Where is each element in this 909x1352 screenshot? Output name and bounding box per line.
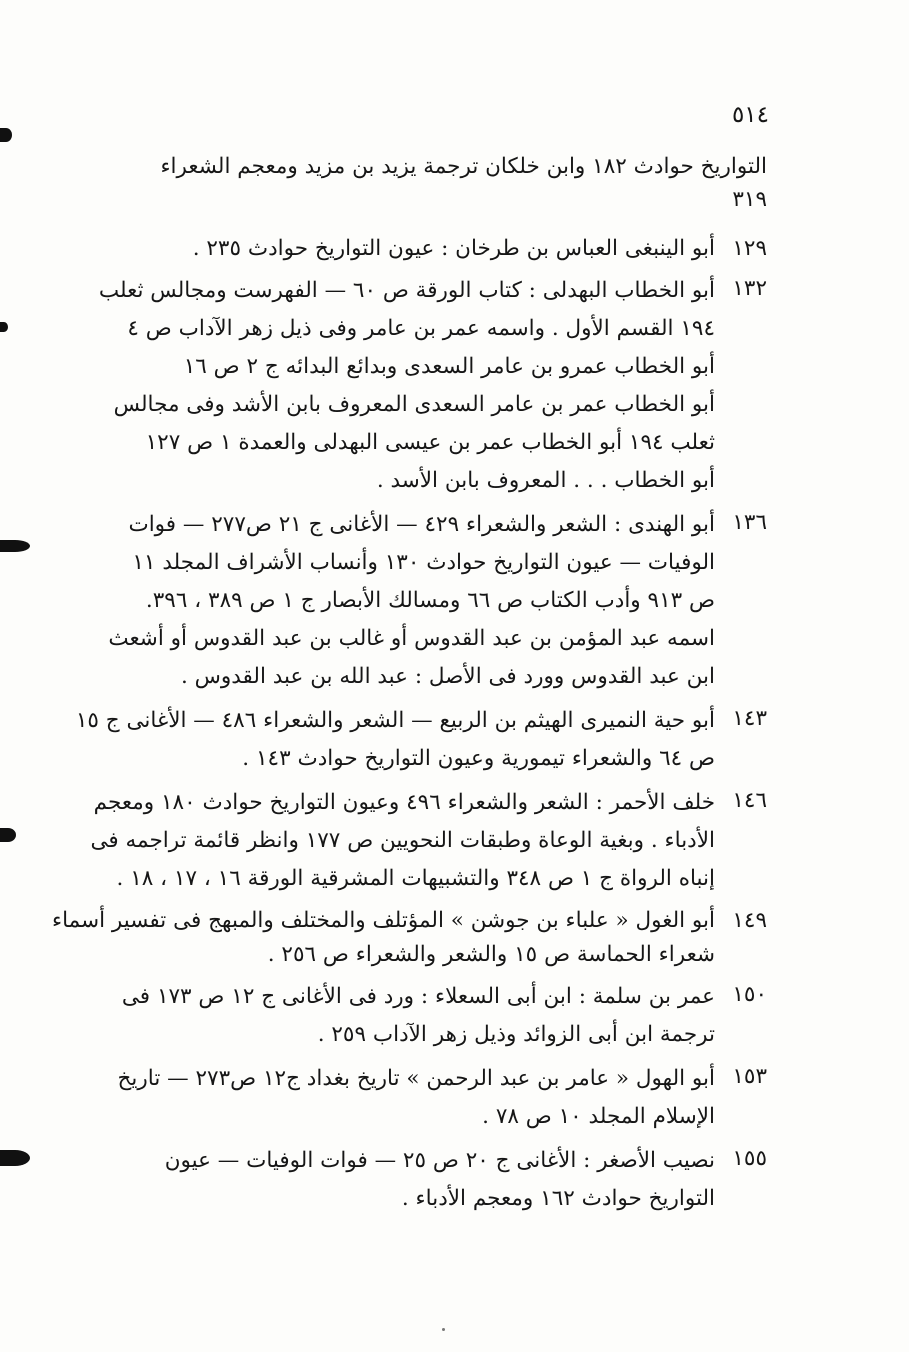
entry-line: أبو الخطاب عمر بن عامر السعدى المعروف بابن الأشد وفى مجالس: [113, 392, 715, 417]
entry-body: [77, 1142, 715, 1218]
binding-mark: [0, 828, 16, 842]
entry-number: ١٥٣: [732, 1064, 767, 1089]
entry-number: ١٣٦: [732, 510, 767, 535]
binding-mark: [0, 322, 8, 332]
entry-line: أبو الخطاب البهدلى : كتاب الورقة ص ٦٠ — الفهرست ومجالس ثعلب: [98, 278, 715, 303]
entry-line: شعراء الحماسة ص ١٥ والشعر والشعراء ص ٢٥٦ .: [267, 942, 715, 967]
entry-line: ص ٩١٣ وأدب الكتاب ص ٦٦ ومسالك الأبصار ج ١ ص ٣٨٩ ، ٣٩٦.: [145, 588, 715, 613]
entry-body: [52, 904, 715, 972]
entry-line: أبو الهول « عامر بن عبد الرحمن » تاريخ بغداد ج١٢ ص٢٧٣ — تاريخ: [117, 1066, 715, 1091]
entry-body: [77, 506, 715, 696]
entry-number: ١٤٣: [732, 706, 767, 731]
binding-mark: [0, 128, 12, 142]
entry: [77, 506, 767, 696]
entry: [77, 702, 767, 778]
entry: [77, 1060, 767, 1136]
entry-line: ص ٦٤ والشعراء تيمورية وعيون التواريخ حوادث ١٤٣ .: [242, 746, 715, 771]
entry-line: ثعلب ١٩٤ أبو الخطاب عمر بن عيسى البهدلى والعمدة ١ ص ١٢٧: [145, 430, 715, 455]
entry: [77, 784, 767, 898]
entry-body: [77, 978, 715, 1054]
entry-line: الأدباء . وبغية الوعاة وطبقات النحويين ص ١٧٧ وانظر قائمة تراجمه فى: [90, 828, 715, 853]
binding-mark: [0, 1150, 30, 1166]
entry-body: [77, 232, 715, 266]
binding-mark: [0, 540, 30, 552]
entry-line: أبو الخطاب عمرو بن عامر السعدى وبدائع البدائه ج ٢ ص ١٦: [183, 354, 715, 379]
entry-number: ١٥٠: [732, 982, 767, 1007]
entry-body: [77, 1060, 715, 1136]
entry: [77, 1142, 767, 1218]
entry-line: التواريخ حوادث ١٦٢ ومعجم الأدباء .: [401, 1186, 715, 1211]
entry-number: ١٤٦: [732, 788, 767, 813]
entry-number: ١٥٥: [732, 1146, 767, 1171]
entry-line: اسمه عبد المؤمن بن عبد القدوس أو غالب بن عبد القدوس أو أشعث: [108, 626, 715, 651]
entry-line: أبو الغول « علباء بن جوشن » المؤتلف والمختلف والمبهج فى تفسير أسماء: [51, 908, 715, 933]
entry-body: [77, 272, 715, 500]
entry-line: الإسلام المجلد ١٠ ص ٧٨ .: [482, 1104, 715, 1129]
entry-number: ١٣٢: [732, 276, 767, 301]
intro-line: التواريخ حوادث ١٨٢ وابن خلكان ترجمة يزيد بن مزيد ومعجم الشعراء: [160, 154, 767, 179]
entry: [77, 978, 767, 1054]
entry-number: ١٢٩: [732, 236, 767, 261]
entry: [77, 272, 767, 500]
entry-line: ترجمة ابن أبى الزوائد وذيل زهر الآداب ٢٥٩ .: [317, 1022, 715, 1047]
entry: [51, 904, 767, 972]
entry-line: ابن عبد القدوس وورد فى الأصل : عبد الله بن عبد القدوس .: [180, 664, 715, 689]
entry-line: أبو الينبغى العباس بن طرخان : عيون التواريخ حوادث ٢٣٥ .: [192, 236, 715, 261]
entry-line: أبو الخطاب . . . المعروف بابن الأسد .: [376, 468, 715, 493]
entry: [77, 232, 767, 266]
entry-line: عمر بن سلمة : ابن أبى السعلاء : ورد فى الأغانى ج ١٢ ص ١٧٣ فى: [121, 984, 715, 1009]
entry-line: أبو الهندى : الشعر والشعراء ٤٢٩ — الأغانى ج ٢١ ص٢٧٧ — فوات: [128, 512, 715, 537]
entry-number: ١٤٩: [732, 908, 767, 933]
entry-line: نصيب الأصغر : الأغانى ج ٢٠ ص ٢٥ — فوات الوفيات — عيون: [164, 1148, 715, 1173]
entry-line: خلف الأحمر : الشعر والشعراء ٤٩٦ وعيون التواريخ حوادث ١٨٠ ومعجم: [93, 790, 715, 815]
page-number: ٥١٤: [731, 102, 769, 128]
entry-line: الوفيات — عيون التواريخ حوادث ١٣٠ وأنساب الأشراف المجلد ١١: [132, 550, 715, 575]
entries-list: [51, 232, 767, 1224]
entry-body: [77, 784, 715, 898]
intro-line: ٣١٩: [732, 187, 767, 212]
entry-body: [76, 702, 715, 778]
intro-paragraph: [117, 150, 767, 216]
page-speck: [442, 1328, 445, 1331]
entry-line: ١٩٤ القسم الأول . واسمه عمر بن عامر وفى ذيل زهر الآداب ص ٤: [127, 316, 715, 341]
entry-line: أبو حية النميرى الهيثم بن الربيع — الشعر والشعراء ٤٨٦ — الأغانى ج ١٥: [75, 708, 715, 733]
entry-line: إنباه الرواة ج ١ ص ٣٤٨ والتشبيهات المشرقية الورقة ١٦ ، ١٧ ، ١٨ .: [116, 866, 715, 891]
